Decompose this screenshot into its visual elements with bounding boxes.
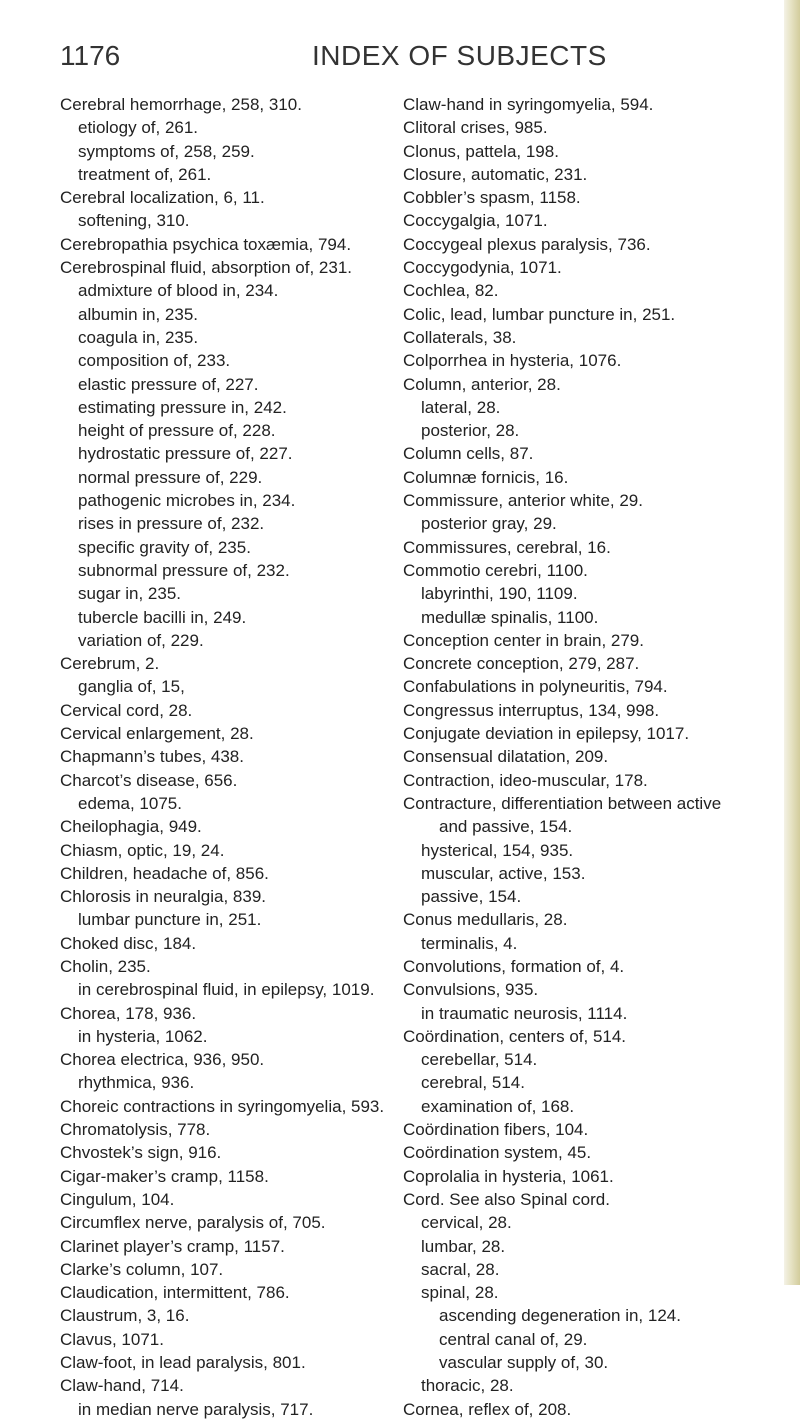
index-subentry: treatment of, 261. [78, 164, 212, 184]
index-subentry: muscular, active, 153. [421, 863, 586, 883]
index-subentry: rises in pressure of, 232. [78, 514, 265, 534]
index-subentry: height of pressure of, 228. [78, 421, 276, 441]
index-entry: Conjugate deviation in epilepsy, 1017. [403, 724, 690, 744]
index-subentry: symptoms of, 258, 259. [78, 141, 255, 161]
index-subentry: in median nerve paralysis, 717. [78, 1399, 314, 1419]
index-entry: Commotio cerebri, 1100. [403, 560, 588, 580]
index-entry: Cerebrospinal fluid, absorption of, 231. [60, 258, 353, 278]
index-entry: Chapmann’s tubes, 438. [60, 747, 244, 767]
index-entry: Coördination, centers of, 514. [403, 1026, 627, 1046]
index-entry: Columnæ fornicis, 16. [403, 467, 569, 487]
index-entry: Chiasm, optic, 19, 24. [60, 840, 225, 860]
index-subentry: medullæ spinalis, 1100. [421, 607, 599, 627]
index-subentry: central canal of, 29. [439, 1329, 588, 1349]
index-entry: Coccygodynia, 1071. [403, 258, 562, 278]
index-entry: Chorea electrica, 936, 950. [60, 1050, 265, 1070]
index-entry: Consensual dilatation, 209. [403, 747, 609, 767]
index-subentry: albumin in, 235. [78, 304, 199, 324]
page-number: 1176 [60, 40, 121, 71]
index-entry: Clarke’s column, 107. [60, 1259, 224, 1279]
index-entry: Column, anterior, 28. [403, 374, 561, 394]
index-subentry: pathogenic microbes in, 234. [78, 491, 296, 511]
index-entry: Chvostek’s sign, 916. [60, 1143, 222, 1163]
index-subentry: ascending degeneration in, 124. [439, 1306, 681, 1326]
index-subentry: subnormal pressure of, 232. [78, 560, 290, 580]
index-subentry: tubercle bacilli in, 249. [78, 607, 247, 627]
index-subentry: posterior, 28. [421, 421, 520, 441]
index-entry: Circumflex nerve, paralysis of, 705. [60, 1213, 326, 1233]
index-subentry: thoracic, 28. [421, 1376, 514, 1396]
index-subentry: estimating pressure in, 242. [78, 397, 287, 417]
index-entry: Cerebral hemorrhage, 258, 310. [60, 95, 302, 114]
index-entry: Convolutions, formation of, 4. [403, 956, 625, 976]
index-entry: Claudication, intermittent, 786. [60, 1283, 290, 1303]
index-subentry: edema, 1075. [78, 793, 182, 813]
index-entry: Cervical cord, 28. [60, 700, 193, 720]
index-entry: Cornea, reflex of, 208. [403, 1399, 572, 1419]
index-entry: Clonus, pattela, 198. [403, 141, 559, 161]
index-entry: Chorea, 178, 936. [60, 1003, 197, 1023]
index-subentry: in hysteria, 1062. [78, 1026, 208, 1046]
index-entry: Clitoral crises, 985. [403, 118, 548, 138]
index-subentry: and passive, 154. [439, 817, 573, 837]
index-entry: Coprolalia in hysteria, 1061. [403, 1166, 614, 1186]
index-entry: Conus medullaris, 28. [403, 910, 568, 930]
index-entry: Commissures, cerebral, 16. [403, 537, 611, 557]
index-subentry: hydrostatic pressure of, 227. [78, 444, 293, 464]
index-subentry: etiology of, 261. [78, 118, 199, 138]
index-entry: Closure, automatic, 231. [403, 164, 588, 184]
index-entry: Congressus interruptus, 134, 998. [403, 700, 660, 720]
index-subentry: cerebellar, 514. [421, 1050, 538, 1070]
index-subentry: hysterical, 154, 935. [421, 840, 574, 860]
index-entry: Cerebropathia psychica toxæmia, 794. [60, 234, 352, 254]
index-entry: Coccygalgia, 1071. [403, 211, 548, 231]
index-subentry: lumbar puncture in, 251. [78, 910, 262, 930]
index-subentry: labyrinthi, 190, 1109. [421, 584, 578, 604]
index-subentry: sugar in, 235. [78, 584, 182, 604]
index-column-right [403, 93, 788, 1421]
index-subentry: passive, 154. [421, 887, 522, 907]
index-entry: Choked disc, 184. [60, 933, 197, 953]
index-subentry: cervical, 28. [421, 1213, 512, 1233]
index-entry: Convulsions, 935. [403, 980, 539, 1000]
index-subentry: coagula in, 235. [78, 327, 199, 347]
index-entry: Confabulations in polyneuritis, 794. [403, 677, 668, 697]
index-subentry: ganglia of, 15, [78, 677, 185, 697]
index-subentry: vascular supply of, 30. [439, 1353, 609, 1373]
index-subentry: specific gravity of, 235. [78, 537, 251, 557]
index-entry: Clavus, 1071. [60, 1329, 164, 1349]
index-entry: Contracture, differentiation between active [403, 793, 722, 813]
index-subentry: terminalis, 4. [421, 933, 518, 953]
index-entry: Commissure, anterior white, 29. [403, 491, 643, 511]
index-entry: Column cells, 87. [403, 444, 534, 464]
index-entry: Claw-hand in syringomyelia, 594. [403, 95, 654, 114]
index-subentry: sacral, 28. [421, 1259, 500, 1279]
index-entry: Choreic contractions in syringomyelia, 593. [60, 1096, 385, 1116]
index-entry: Collaterals, 38. [403, 327, 517, 347]
index-entry: Colporrhea in hysteria, 1076. [403, 351, 622, 371]
index-entry: Concrete conception, 279, 287. [403, 654, 640, 674]
index-subentry: lumbar, 28. [421, 1236, 506, 1256]
index-entry: Children, headache of, 856. [60, 863, 269, 883]
index-entry: Clarinet player’s cramp, 1157. [60, 1236, 285, 1256]
index-subentry: cerebral, 514. [421, 1073, 525, 1093]
index-entry: Chlorosis in neuralgia, 839. [60, 887, 267, 907]
index-entry: Cervical enlargement, 28. [60, 724, 254, 744]
index-entry: Claustrum, 3, 16. [60, 1306, 190, 1326]
index-entry: Chromatolysis, 778. [60, 1120, 211, 1140]
index-entry: Cobbler’s spasm, 1158. [403, 188, 581, 208]
index-subentry: composition of, 233. [78, 351, 231, 371]
index-entry: Cholin, 235. [60, 956, 151, 976]
index-entry: Claw-hand, 714. [60, 1376, 184, 1396]
index-entry: Claw-foot, in lead paralysis, 801. [60, 1353, 306, 1373]
index-subentry: admixture of blood in, 234. [78, 281, 279, 301]
index-entry: Cerebrum, 2. [60, 654, 160, 674]
index-subentry: posterior gray, 29. [421, 514, 557, 534]
index-subentry: elastic pressure of, 227. [78, 374, 259, 394]
index-entry: Charcot’s disease, 656. [60, 770, 238, 790]
index-entry: Coördination fibers, 104. [403, 1120, 589, 1140]
index-subentry: lateral, 28. [421, 397, 501, 417]
index-entry: Contraction, ideo-muscular, 178. [403, 770, 648, 790]
index-subentry: in traumatic neurosis, 1114. [421, 1003, 628, 1023]
index-entry: Cigar-maker’s cramp, 1158. [60, 1166, 269, 1186]
running-head: INDEX OF SUBJECTS [312, 40, 607, 71]
index-subentry: softening, 310. [78, 211, 190, 231]
index-subentry: examination of, 168. [421, 1096, 575, 1116]
index-subentry: variation of, 229. [78, 630, 204, 650]
index-subentry: normal pressure of, 229. [78, 467, 263, 487]
index-entry: Cingulum, 104. [60, 1189, 175, 1209]
index-entry: Cochlea, 82. [403, 281, 499, 301]
index-entry: Coördination system, 45. [403, 1143, 592, 1163]
index-entry: Cheilophagia, 949. [60, 817, 202, 837]
index-subentry: spinal, 28. [421, 1283, 499, 1303]
index-entry: Cord. See also Spinal cord. [403, 1189, 610, 1209]
index-entry: Cerebral localization, 6, 11. [60, 188, 265, 208]
index-subentry: in cerebrospinal fluid, in epilepsy, 1019. [78, 980, 375, 1000]
index-entry: Coccygeal plexus paralysis, 736. [403, 234, 651, 254]
index-subentry: rhythmica, 936. [78, 1073, 195, 1093]
index-entry: Conception center in brain, 279. [403, 630, 644, 650]
index-entry: Colic, lead, lumbar puncture in, 251. [403, 304, 676, 324]
index-column-left [60, 93, 405, 1421]
